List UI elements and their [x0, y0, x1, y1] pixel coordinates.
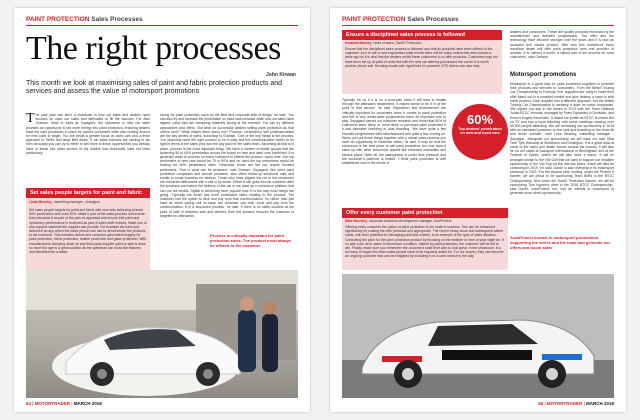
footer-brand: MOTORTRADER [546, 401, 583, 406]
footer-page-number: 65 [538, 401, 544, 406]
photo-caption: AutoProtect invests in motorsport promotions, supporting the series and the team and generate our offers and boost sales [510, 235, 611, 250]
subhead-motorsport: Motorsport promotions [510, 72, 577, 78]
tip-box-2-author-name: Mike Mousley [345, 219, 368, 223]
footer: 64 | MOTORTRADER | MARCH 2019 [26, 401, 102, 406]
stat-callout [452, 104, 508, 160]
sidebar-text: Set sales people targets for paint and fabric with new sets achieving at least 50% penetration and used 30%. Make it part of the sales process and ensure they introduce it as part of the part-ex appraisal and ensure that paint and upholstery performance is reviewed as part of sales staff reviews. Make use of any support materials the supplier can provide. For example we have just launched an app which the sales person can use to demonstrate the products to the customer. This includes videos and computer-generated imagery for paint protection, fabric protection, leather protection and glass protection. With manufacturers clamping down on any third-party supplier paint or sale is done no more the age is a great solution as the salesman can show the features and benefits from a tablet. [29, 208, 147, 255]
photo-caption: Process is critically important for paint protection sales. The product must always be offered to the customer [210, 233, 291, 248]
showroom-photo [26, 270, 298, 398]
race-car-illustration [342, 274, 614, 398]
byline [266, 72, 296, 78]
left-page [14, 8, 310, 412]
section-tag-red: PAINT PROTECTION [342, 16, 406, 23]
footer-date: MARCH 2019 [73, 401, 102, 406]
tip-box-1-author-name: Amanda Massey [345, 41, 372, 45]
body-text: he past year has seen a slowdown in new car sales and dealers have focused on used car sales and aftersales to fill the vacuum. For Alan Graham, head of sales at Supagard, the slowdown in new car sales provides an opportunity to put more energy into paint protection, ensuring dealers have the right processes in place for current customers while also looking around for new ones to target. 'No one treats a greater focus on used cars and a fresh approach to SMEs and large fleet deals.' If car sales volumes are starting to dip then obviously you can try to either to sell more to those opportunities you already have or break into other sectors of the market that historically have not been particularly [26, 113, 150, 155]
body-column-3-top: dealers and consumers. These are quality products endorsed by the manufacturer and branded programmes. The offer and the technology have become stronger over the years and it is now an accepted and valued product. With very few exceptions every franchise dealer will offer paint protection from one provider or another. It is, without a doubt, a valued part of the process for most customers,' said Graham. [510, 30, 614, 60]
tip-box-2-author-role: , corporate business development manager, AutoProtect [367, 219, 452, 223]
section-tag-dark: Sales Processes [405, 16, 459, 23]
tip-box-2-title: Offer every customer paint protection [342, 208, 508, 218]
section-rule [342, 25, 614, 26]
section-tag-dark: Sales Processes [89, 16, 143, 23]
tip-box-1-author [345, 41, 499, 46]
showroom-photo-illustration [26, 270, 298, 398]
footer-page-number: 64 [26, 401, 32, 406]
tip-box-1-title: Ensure a disciplined sales process is followed [342, 30, 502, 40]
footer-date: MARCH 2019 [585, 401, 614, 406]
tip-box-1-author-role: , head of sales, GardX Protection [371, 41, 422, 45]
tip-box-2-text: Offering every customer the option of paint protection is the route to success. This can be enhanced significantly by making the offer personal and appropriate. The recent heavy snow and subsequent salted roads, with their potential for damaging paint and wheels, is an example of the type of sales situation. Controlling the pitch for the paint protection product by focusing on the weather or time of year might be. If on sale such as in cases to showroom condition, helped by paint protection, the customer will be left to win. Finally, make sure you remember the customers want their cars to look great. In the showroom, it is not easy to forget this when sales people have to be regularly asked for. For our buyers, they can become an ongoing customer that can be mitigated by including it on a car's invoice in the way. [345, 225, 504, 259]
body-column-2: strong for paint protection, such as the fleet and corporate side of things,' he said. 'You can also try and increase the penetration on used cars because while new car sales have dipped, used cars are remaining relatively strong at the moment. You can try different approaches and offers.' But what do successful dealers selling paint protection do that others don't? What makes them stand out? Process, consistency and professionalism are the key drivers of sales, according to Graham. 'One of the key things is the process. You obviously need the right product to be in play and the communication needs to be right in terms of the sales prior and the pay plan for the sales team. Assuming all that is in place, process is the most important thing. 'We have a number of dealer groups that are achieving 50 to 60% penetration across the board on new and used cars combined. It is generally down to process on every customer is offered the product, every time. Our top performers in new cars would be 70 to 80% and on used the top performers would be looking for 60% penetration rates. Obviously, these are the top results focused performers. That is what can be achieved,' said Graham. Supagard, like other paint protection companies and service providers, also offers follow-up telephone calls and emails to boost business for dealers. Those who have slipped the net in the showroom are contacted afterwards with a call or by email. 'Either a call goes into the customer after the purchase and before the delivery of the car or we have an e-commerce platform that can put out emails. Digital is becoming more popular now. It is the way most things are going. 'Typically the email has more embedded video relating to the product. The customer has the option to click and buy from that communication. So rather than just have an email saying call us back, the customer can click, book and pay from the communication. It is a structured process,' he said. If there is no sales success at the point of sale in between sale and delivery, then the process ensures the customer is targeted by afterwards. [160, 113, 294, 218]
sidebar-title: Set sales people targets for paint and fabric [26, 188, 150, 198]
race-car-photo [342, 274, 614, 398]
sidebar-author-name: Linda Beasley [29, 200, 52, 204]
body-column-1: Typically for us if it is on a post-sale basis it will lead to emails through the aftersales department. It makes sense to tie it in at the point of first service,' he said. Reputation and endorsement are critically important for customers when it comes to paint protection and this is why whole-label programmes have an important role to play. Supagard carried out customer research and found that 60% of customers were 'likely' or 'more likely' to purchase paint protection if it had carmaker branding or dual branding. 'We have quite a few branded programmes with manufacturers and quite a few coming on. When you put those things together with a robust sales process you have an opportunity to maximise sales,' he said. It may be that the showroom is the best place to sell paint protection, but how does it stack up with other showroom upsells like extended warranties and service plans? After all, the salesperson is under time pressure and the customer's patience is limited. 'I think paint protection is well established now in the minds of [342, 98, 446, 166]
standfirst: This month we look at maximising sales of paint and fabric protection products and services and assess the value of motorsport promotions [26, 80, 283, 95]
stat-label: Top dealers' penetration on new and used cars [458, 127, 502, 136]
section-rule [26, 25, 298, 26]
byline-author: John Kirwan [265, 72, 296, 78]
tip-box-1-text: Ensure that the disciplined sales process is followed and that all products have been offered to the customer. As it is with a new registration plate month there will be many orders that were placed a while ago so it is vital that the dealers revisit these customers to re-offer products. Customers may not have been set up at point of order but with the new car delivery just around the corner it is worth another phone call. Sending emails with hyperlinks for powerful CPD videos can also help. [345, 47, 498, 68]
footer: 65 | MOTORTRADER | MARCH 2019 [538, 401, 614, 406]
body-column-1 [26, 113, 150, 187]
tip-box-2-author [345, 219, 505, 224]
headline: The right processes [26, 30, 281, 67]
section-tag [26, 16, 143, 23]
sidebar-author [29, 200, 147, 208]
section-tag-red: PAINT PROTECTION [26, 16, 90, 23]
body-column-3-bottom: Motorsport is a great way for paint protection suppliers to promote their products and services to consumers. From the British Touring Car Championship to Formula One, suppliers are vying to make their offer stand out in a crowded market and give dealers a hand to shift some product. Each supplier has a different approach, but the British Touring Car Championship is certainly a draw for some companies. 'We signed our star in the series in 2013 with the Team Halfords Yuasa BTCC Hondas, managed by Team Dynamics in Droitwich, and found it hugely successful. It raised our profile as BTCC is shown live on TV and has a loyal following with some meetings causing over 30,000 people attending. We are increasing our sponsorship in 2018 with an increased presence on the cars and branding on the team kit and driver overalls,' said Lena Beasley, marketing manager , Autoglym. 'Alongside our sponsorship we will have our own Ultra Tech Tyre Warranty at Snetterton and Donington. It is a great draw at some of the races and dealer events around the country. It will also be on our stand at Autosport International in Birmingham and at the Festival of Speed, where we will also have a stand.' It will be arranged similar to the VW Golf that we used to support our headline sponsorship of the VW Cup for the last two years, which will also be continuing in 2019,' he said. GardX is also investing in its motorsport presence in 2019. 'For the second year running, under the Protect X banner, we are proud to be sponsoring Team BMW in the BTCC Championship. And under the GardX Protection banner, we will be sponsoring Tom Ingram's drive in the 2018 BTCC Championship,' said GardX. AutoProtect, too, has an interest in motorsport to generate more direct sponsorship. [510, 82, 614, 196]
section-tag [342, 16, 459, 23]
stat-number: 60% [466, 112, 494, 127]
sidebar-author-role: , marketing manager , Autoglym [51, 200, 100, 204]
dropcap: T [26, 113, 35, 126]
footer-brand: MOTORTRADER [34, 401, 71, 406]
right-page [330, 8, 626, 412]
